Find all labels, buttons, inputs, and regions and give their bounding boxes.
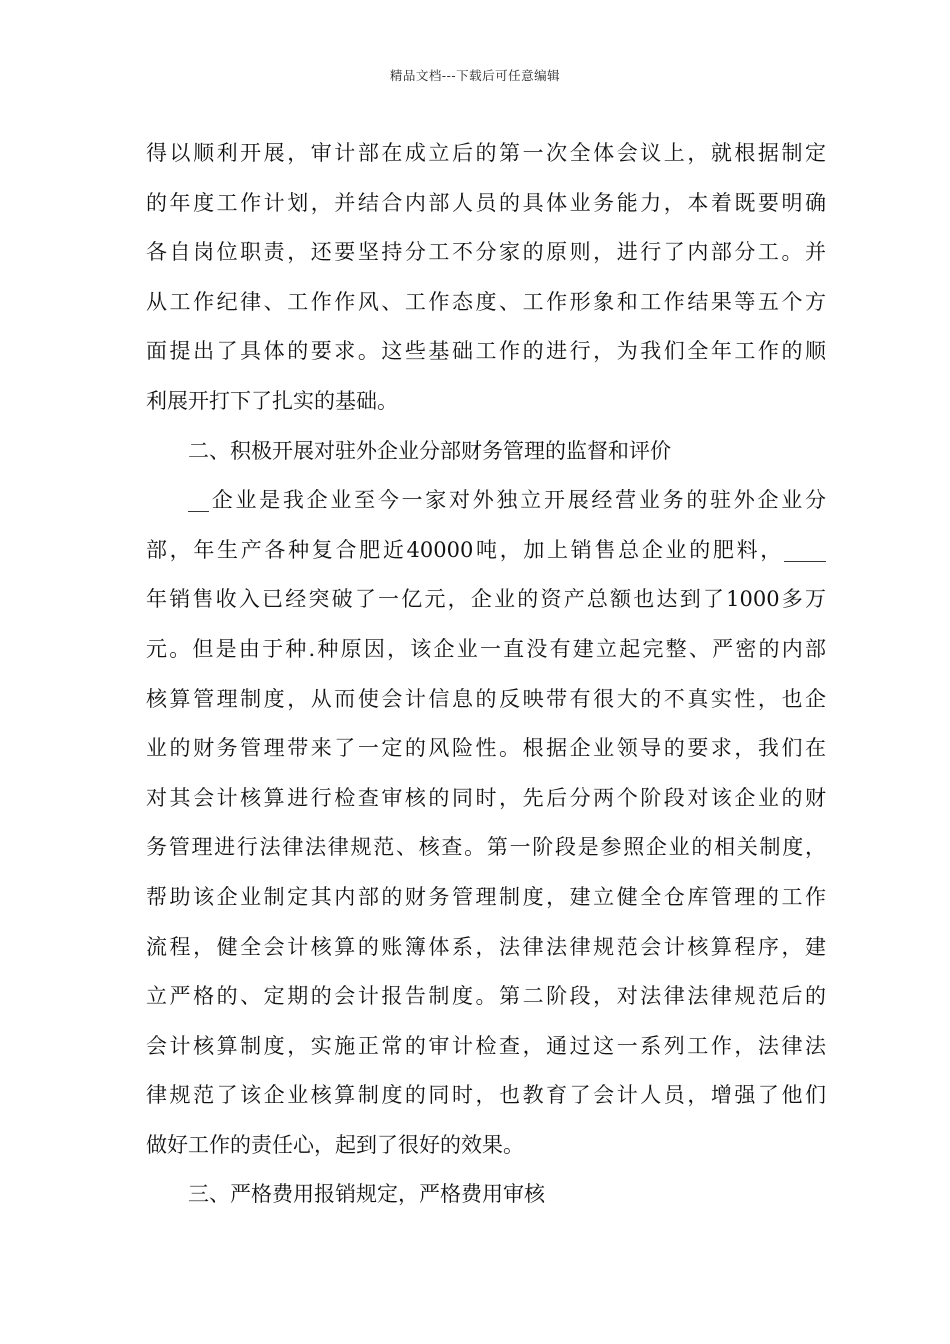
text-line: 帮助该企业制定其内部的财务管理制度，建立健全仓库管理的工作	[146, 884, 826, 909]
text-line: 对其会计核算进行检查审核的同时，先后分两个阶段对该企业的财	[146, 785, 826, 810]
page-header: 精品文档---下载后可任意编辑	[389, 68, 561, 83]
text-line: 流程，健全会计核算的账簿体系，法律法律规范会计核算程序，建	[146, 934, 826, 959]
text-line: 面提出了具体的要求。这些基础工作的进行，为我们全年工作的顺	[146, 339, 826, 364]
text-line: 核算管理制度，从而使会计信息的反映带有很大的不真实性，也企	[146, 686, 826, 711]
text-line: 做好工作的责任心，起到了很好的效果。	[146, 1132, 524, 1157]
text-line: 会计核算制度，实施正常的审计检查，通过这一系列工作，法律法	[146, 1033, 826, 1058]
text-line: 二、积极开展对驻外企业分部财务管理的监督和评价	[188, 438, 671, 463]
text-line: 元。但是由于种.种原因，该企业一直没有建立起完整、严密的内部	[146, 636, 826, 661]
text-line: 立严格的、定期的会计报告制度。第二阶段，对法律法律规范后的	[146, 984, 826, 1009]
text-line: 业的财务管理带来了一定的风险性。根据企业领导的要求，我们在	[146, 736, 826, 761]
text-line: 从工作纪律、工作作风、工作态度、工作形象和工作结果等五个方	[146, 289, 826, 314]
document-body	[146, 129, 826, 1220]
text-line: 部，年生产各种复合肥近40000吨，加上销售总企业的肥料，____	[146, 537, 826, 562]
text-line: 务管理进行法律法律规范、核查。第一阶段是参照企业的相关制度，	[146, 835, 826, 860]
text-line: 年销售收入已经突破了一亿元，企业的资产总额也达到了1000多万	[146, 587, 826, 612]
text-line: 得以顺利开展，审计部在成立后的第一次全体会议上，就根据制定	[146, 141, 826, 165]
text-line: 各自岗位职责，还要坚持分工不分家的原则，进行了内部分工。并	[146, 240, 826, 265]
text-line: 的年度工作计划，并结合内部人员的具体业务能力，本着既要明确	[146, 190, 826, 215]
text-line: __企业是我企业至今一家对外独立开展经营业务的驻外企业分	[188, 488, 826, 513]
text-line: 三、严格费用报销规定，严格费用审核	[188, 1182, 545, 1207]
text-line: 律规范了该企业核算制度的同时，也教育了会计人员，增强了他们	[146, 1083, 826, 1108]
text-line: 利展开打下了扎实的基础。	[146, 388, 398, 413]
